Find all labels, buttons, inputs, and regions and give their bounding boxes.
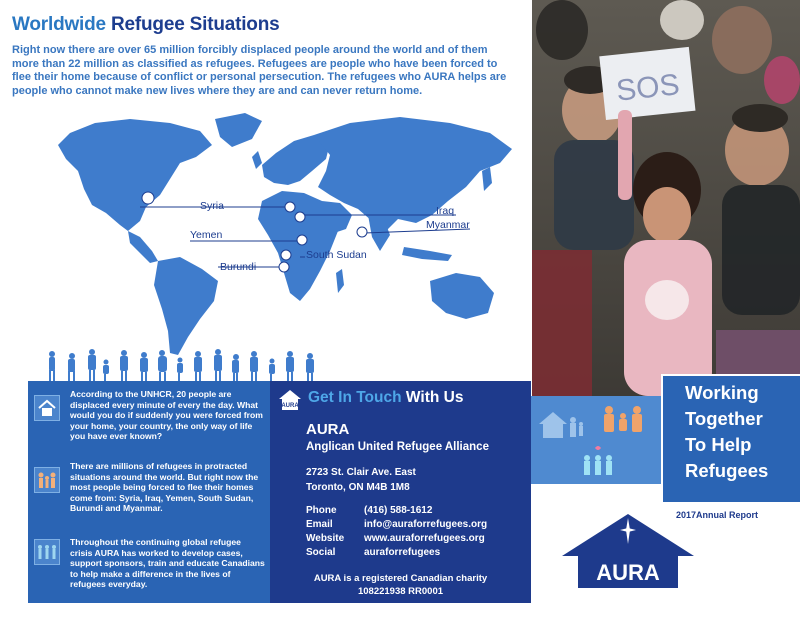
contact-row-social (306, 547, 441, 558)
cover-line-2: Together (685, 408, 763, 429)
org-short-name: AURA (306, 421, 350, 438)
email-label: Email (306, 519, 333, 530)
map-label-south-sudan: South Sudan (306, 249, 367, 261)
charity-number: 108221938 RR0001 (357, 586, 444, 597)
uk-shape (252, 151, 262, 169)
facts-panel (28, 381, 270, 603)
fact-text-3: Throughout the continuing global refugee crisis AURA has worked to develop cases, support sponsors, train and educate Canadians to help make a difference in the lives of refugees everyday. (70, 537, 265, 590)
mini-panel-graphic (531, 396, 661, 484)
fact-text-1: According to the UNHCR, 20 people are displaced every minute of every the day. What would you do if suddenly you were forced from your home, your country, the only way of life you have ever known? (70, 389, 263, 442)
syria-pin-icon (285, 202, 295, 212)
contact-row-phone (306, 505, 433, 516)
charity-line-1: AURA is a registered Canadian charity (313, 573, 488, 584)
myanmar-pin-icon (357, 227, 367, 237)
family-icon (34, 467, 60, 493)
contact-heading (308, 389, 463, 407)
indonesia-shape (402, 247, 452, 261)
map-label-iraq: Iraq (436, 205, 455, 217)
contact-row-website (306, 533, 485, 544)
refugee-crowd-photo (532, 0, 800, 396)
canada-pin-icon (142, 192, 154, 204)
aura-logo-large-text: AURA (596, 560, 660, 585)
title-part-2: Refugee Situations (111, 14, 280, 35)
org-full-name: Anglican United Refugee Alliance (306, 441, 489, 453)
social-handle[interactable]: auraforrefugees (364, 547, 441, 558)
contact-heading-a: Get In Touch (308, 389, 402, 406)
iraq-pin-icon (295, 212, 305, 222)
intro-paragraph: Right now there are over 65 million forcibly displaced people around the world and of them more than 22 million as classified as refugees. Refugees are people who have been forced to flee their home because of conflict or personal persecution. The refugees who AURA helps are people who cannot make new lives where they are and can never return home. (12, 44, 507, 97)
house-icon (34, 395, 60, 421)
yemen-pin-icon (297, 235, 307, 245)
japan-shape (482, 167, 492, 191)
family-group-icon (604, 406, 642, 432)
cover-line-4: Refugees (685, 460, 769, 481)
phone-value[interactable]: (416) 588-1612 (364, 505, 433, 516)
world-map-graphic (0, 105, 520, 375)
address-line-2: Toronto, ON M4B 1M8 (306, 482, 410, 493)
aura-logo-large (560, 510, 696, 592)
fact-text-2: There are millions of refugees in protracted situations around the world. But right now the most people being forced to flee their homes come from: Syria, Iraq, Yemen, South Sudan, Burundi and Myanmar. (70, 461, 259, 514)
map-label-burundi: Burundi (220, 261, 257, 273)
email-link[interactable]: info@auraforrefugees.org (364, 519, 488, 530)
cover-line-1: Working (685, 382, 759, 403)
australia-shape (430, 273, 494, 319)
sos-sign-text: SOS (614, 68, 682, 108)
contact-heading-b: With Us (405, 389, 464, 406)
aura-logo-small-icon (278, 389, 302, 411)
map-label-myanmar: Myanmar (426, 219, 470, 231)
address-line-1: 2723 St. Clair Ave. East (306, 467, 416, 478)
page-title (12, 14, 279, 36)
map-label-syria: Syria (200, 200, 224, 212)
helping-people-icon (584, 446, 612, 475)
crowd-photo-graphic (532, 0, 800, 396)
title-part-1: Worldwide (12, 14, 106, 35)
aura-logo-small-text: AURA (281, 403, 299, 409)
website-label: Website (306, 533, 345, 544)
south-sudan-pin-icon (281, 250, 291, 260)
website-link[interactable]: www.auraforrefugees.org (364, 533, 485, 544)
mini-icon-panel (531, 396, 661, 484)
europe-shape (262, 135, 330, 185)
world-map (0, 105, 520, 375)
annual-report-label: 2017Annual Report (676, 510, 759, 520)
greenland-shape (215, 113, 262, 147)
burundi-pin-icon (279, 262, 289, 272)
central-america-shape (128, 231, 158, 263)
madagascar-shape (336, 269, 344, 293)
phone-label: Phone (306, 505, 337, 516)
south-america-shape (154, 257, 218, 355)
refugee-silhouettes-graphic (40, 348, 330, 382)
north-america-shape (58, 119, 212, 231)
contact-row-email (306, 519, 488, 530)
cover-title-block (661, 374, 800, 502)
helping-hands-icon (34, 539, 60, 565)
map-label-yemen: Yemen (190, 229, 223, 241)
social-label: Social (306, 547, 336, 558)
contact-panel (270, 381, 531, 603)
cover-line-3: To Help (685, 434, 752, 455)
house-family-icon (539, 412, 583, 438)
